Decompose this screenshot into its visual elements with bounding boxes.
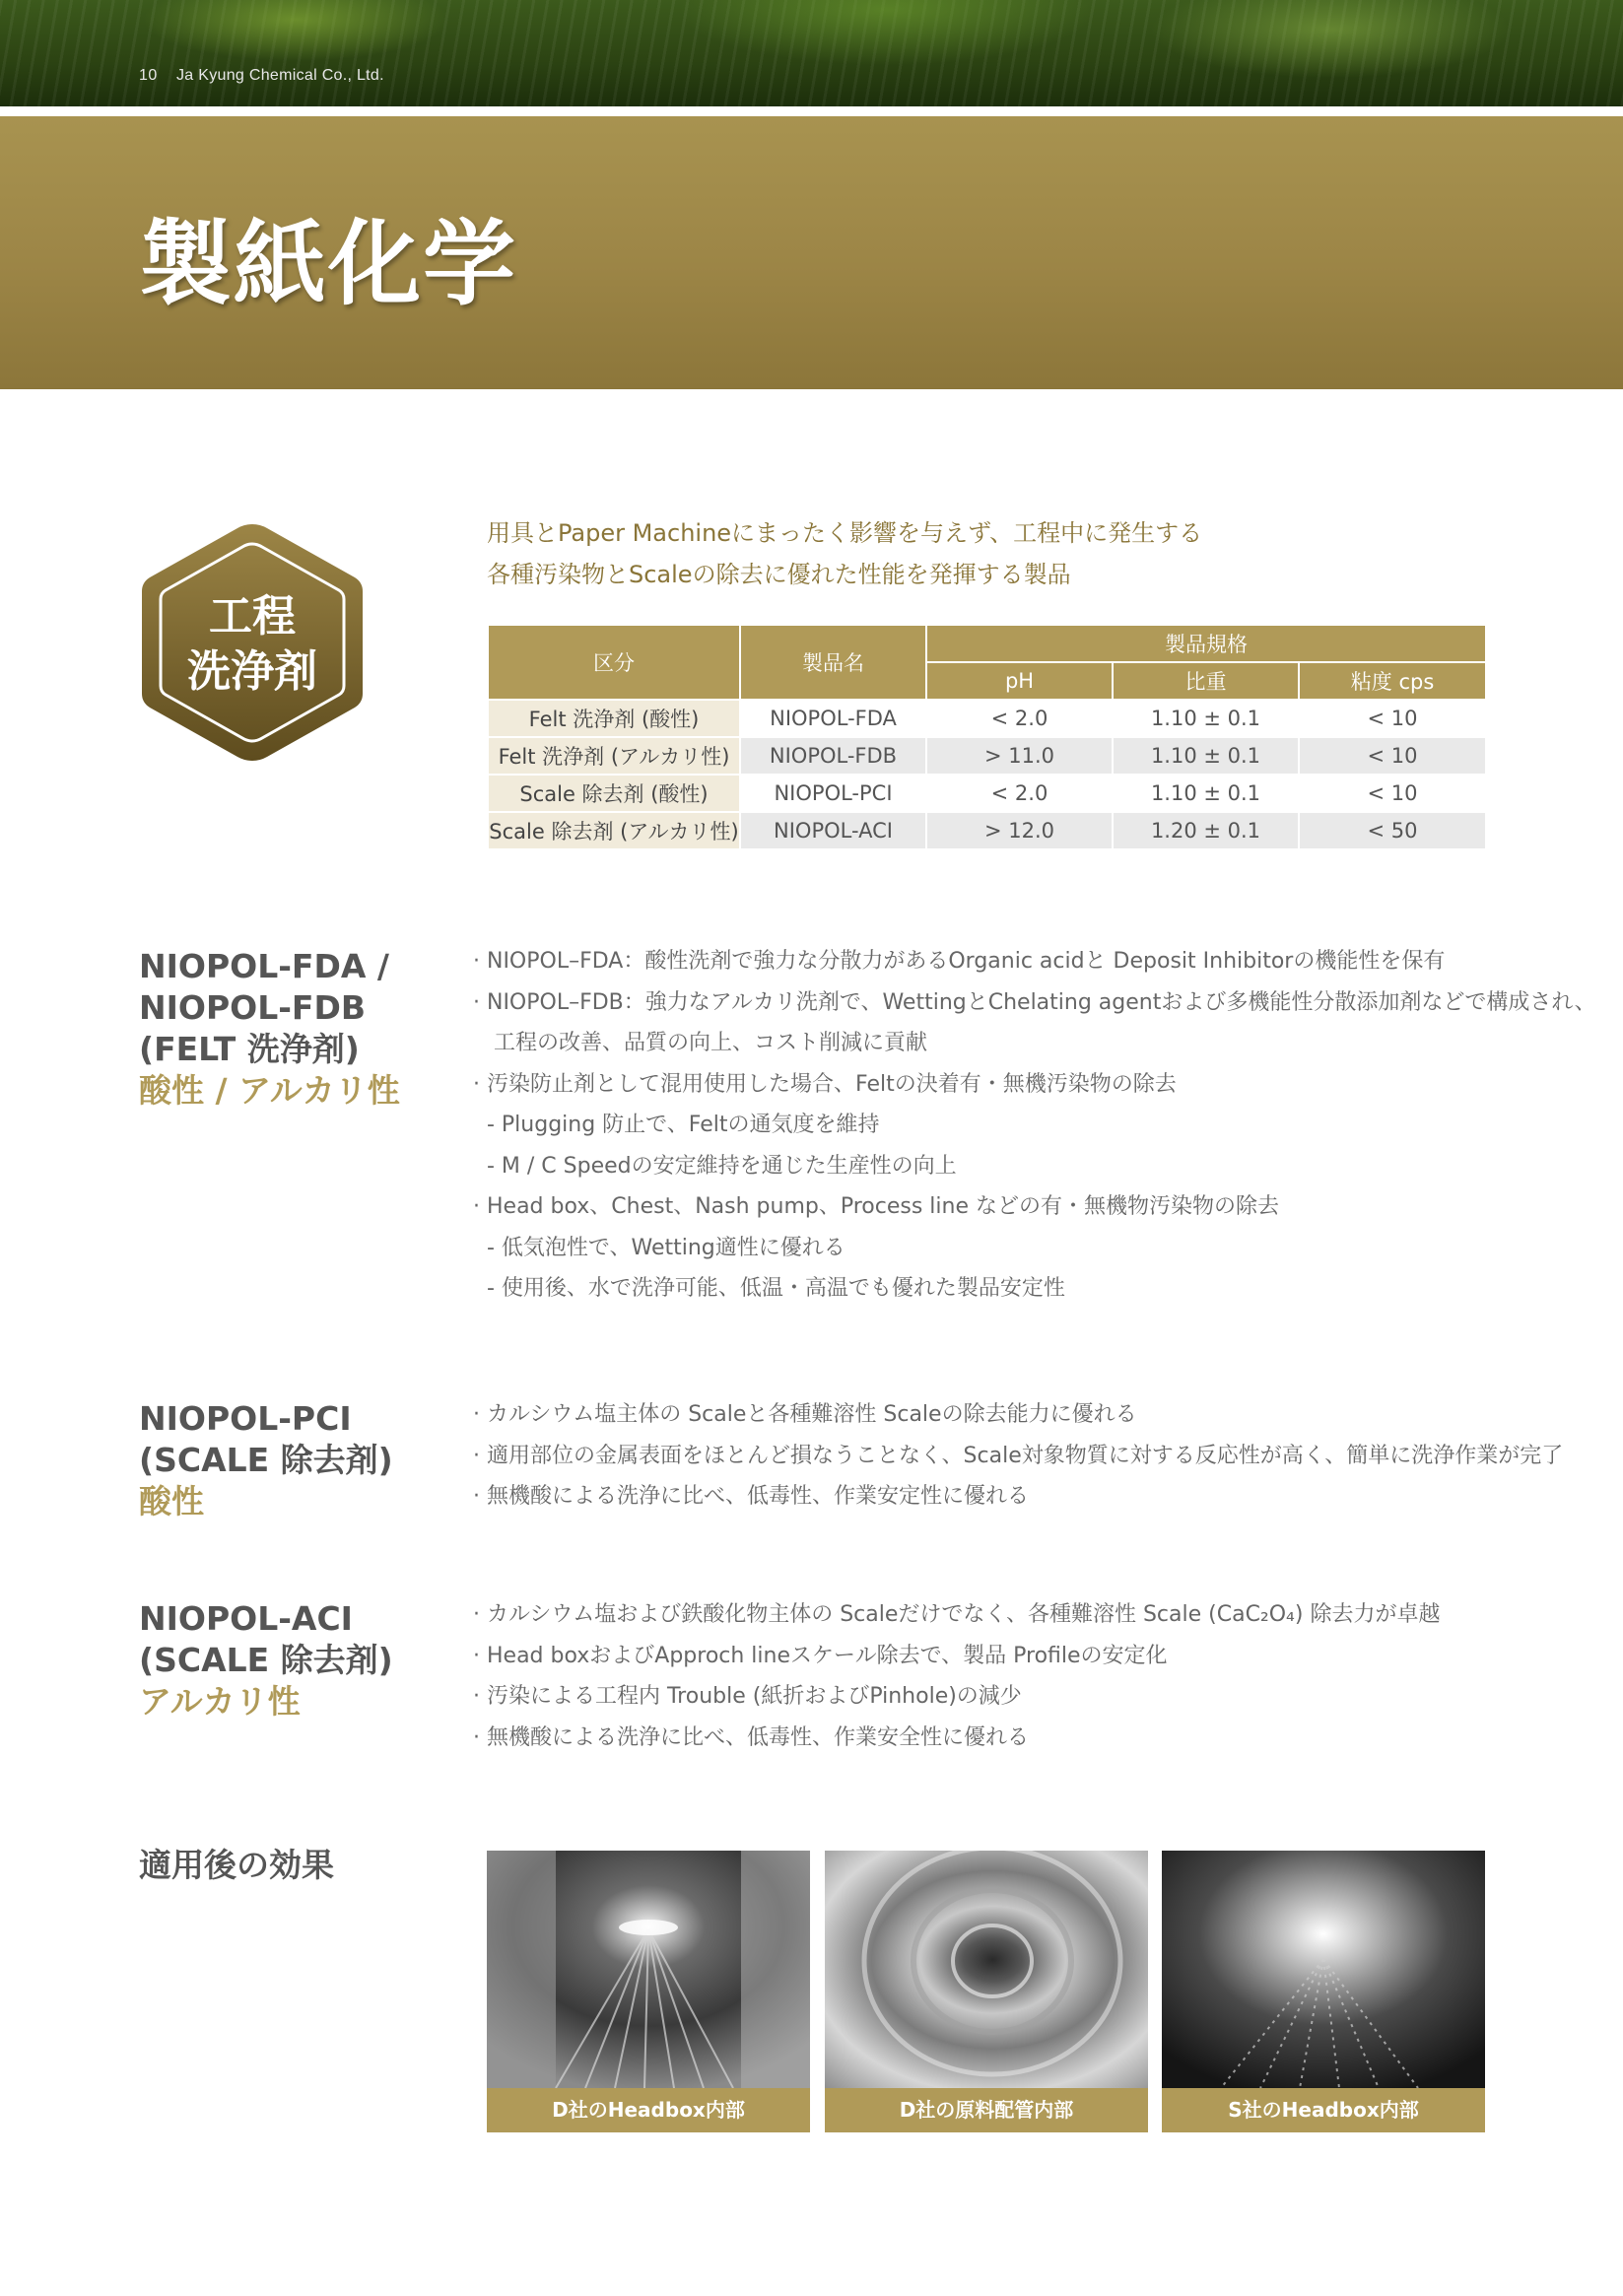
table-row bbox=[488, 700, 1486, 737]
cell-product: NIOPOL-PCI bbox=[740, 775, 926, 812]
bullet-item: · カルシウム塩主体の Scaleと各種難溶性 Scaleの除去能力に優れる bbox=[473, 1402, 1137, 1427]
headbox-photo bbox=[487, 1851, 810, 2088]
photo-card bbox=[1162, 1851, 1485, 2132]
bullet-item: · NIOPOL–FDB：強力なアルカリ洗剤で、WettingとChelating agentおよび多機能性分散添加剤などで構成され、 bbox=[473, 989, 1596, 1015]
effect-title: 適用後の効果 bbox=[139, 1846, 334, 1884]
bullet-list-aci bbox=[473, 1594, 1596, 1758]
section-title-line: NIOPOL-FDB bbox=[139, 988, 367, 1027]
section-title-line: (SCALE 除去剤) bbox=[139, 1441, 393, 1479]
badge-line-1: 工程 bbox=[209, 591, 296, 642]
photo-caption: S社のHeadbox内部 bbox=[1162, 2088, 1485, 2132]
cell-product: NIOPOL-FDB bbox=[740, 737, 926, 775]
section-title-line: NIOPOL-FDA / bbox=[139, 947, 389, 985]
header-category: 区分 bbox=[488, 625, 740, 700]
company-name: Ja Kyung Chemical Co., Ltd. bbox=[176, 67, 384, 84]
header-spec: 製品規格 bbox=[926, 625, 1486, 662]
intro-line-2: 各種汚染物とScaleの除去に優れた性能を発揮する製品 bbox=[487, 561, 1071, 588]
cell-gravity: 1.10 ± 0.1 bbox=[1113, 700, 1299, 737]
spec-table bbox=[487, 624, 1487, 850]
photo-card bbox=[825, 1851, 1148, 2132]
cell-ph: > 12.0 bbox=[926, 812, 1113, 849]
header-ph: pH bbox=[926, 662, 1113, 700]
section-title-line: (SCALE 除去剤) bbox=[139, 1641, 393, 1679]
cell-viscosity: < 10 bbox=[1299, 700, 1486, 737]
bullet-item: · 汚染による工程内 Trouble (紙折およびPinhole)の減少 bbox=[473, 1684, 1022, 1709]
intro-line-1: 用具とPaper Machineにまったく影響を与えず、工程中に発生する bbox=[487, 519, 1203, 547]
section-subtitle: アルカリ性 bbox=[139, 1682, 301, 1721]
bullet-item: · 汚染防止剤として混用使用した場合、Feltの決着有・無機汚染物の除去 bbox=[473, 1071, 1177, 1097]
bullet-item: - M / C Speedの安定維持を通じた生産性の向上 bbox=[473, 1153, 957, 1179]
cell-gravity: 1.10 ± 0.1 bbox=[1113, 737, 1299, 775]
cell-ph: < 2.0 bbox=[926, 775, 1113, 812]
section-title-line: (FELT 洗浄剤) bbox=[139, 1030, 360, 1068]
cell-category: Felt 洗浄剤 (酸性) bbox=[488, 700, 740, 737]
bullet-list-pci bbox=[473, 1394, 1596, 1518]
badge-label bbox=[138, 589, 367, 700]
photo-caption: D社の原料配管内部 bbox=[825, 2088, 1148, 2132]
headbox-photo bbox=[1162, 1851, 1485, 2088]
bullet-item: · カルシウム塩および鉄酸化物主体の Scaleだけでなく、各種難溶性 Scale (CaC₂O₄) 除去力が卓越 bbox=[473, 1602, 1441, 1627]
pipe-photo bbox=[825, 1851, 1148, 2088]
page-title: 製紙化学 bbox=[139, 211, 518, 318]
cell-category: Scale 除去剤 (アルカリ性) bbox=[488, 812, 740, 849]
section-subtitle: 酸性 bbox=[139, 1482, 204, 1520]
bullet-item: - Plugging 防止で、Feltの通気度を維持 bbox=[473, 1113, 880, 1137]
table-row bbox=[488, 737, 1486, 775]
cell-ph: < 2.0 bbox=[926, 700, 1113, 737]
bullet-item: - 使用後、水で洗浄可能、低温・高温でも優れた製品安定性 bbox=[473, 1276, 1065, 1301]
cell-viscosity: < 10 bbox=[1299, 737, 1486, 775]
header-gravity: 比重 bbox=[1113, 662, 1299, 700]
bullet-item: · 適用部位の金属表面をほとんど損なうことなく、Scale対象物質に対する反応性が高く、簡単に洗浄作業が完了 bbox=[473, 1443, 1564, 1468]
badge-line-2: 洗浄剤 bbox=[187, 646, 317, 697]
section-title-line: NIOPOL-PCI bbox=[139, 1399, 352, 1438]
cell-viscosity: < 10 bbox=[1299, 775, 1486, 812]
cell-gravity: 1.10 ± 0.1 bbox=[1113, 775, 1299, 812]
category-badge bbox=[138, 520, 367, 765]
bullet-item: · 無機酸による洗浄に比べ、低毒性、作業安全性に優れる bbox=[473, 1724, 1029, 1750]
section-title-fda bbox=[139, 946, 400, 1112]
photo-card bbox=[487, 1851, 810, 2132]
cell-viscosity: < 50 bbox=[1299, 812, 1486, 849]
cell-category: Felt 洗浄剤 (アルカリ性) bbox=[488, 737, 740, 775]
section-subtitle: 酸性 / アルカリ性 bbox=[139, 1071, 400, 1110]
cell-ph: > 11.0 bbox=[926, 737, 1113, 775]
bullet-item: · NIOPOL–FDA：酸性洗剤で強力な分散力があるOrganic acidと Deposit Inhibitorの機能性を保有 bbox=[473, 949, 1446, 974]
header-banner bbox=[0, 0, 1623, 106]
bullet-item: · Head box、Chest、Nash pump、Process line などの有・無機物汚染物の除去 bbox=[473, 1194, 1279, 1219]
intro-text bbox=[487, 512, 1472, 595]
cell-category: Scale 除去剤 (酸性) bbox=[488, 775, 740, 812]
table-row bbox=[488, 812, 1486, 849]
section-title-pci bbox=[139, 1398, 393, 1522]
cell-gravity: 1.20 ± 0.1 bbox=[1113, 812, 1299, 849]
section-title-line: NIOPOL-ACI bbox=[139, 1599, 353, 1638]
bullet-list-fda bbox=[473, 941, 1596, 1310]
title-band bbox=[0, 116, 1623, 389]
bullet-item: · Head boxおよびApproch lineスケール除去で、製品 Profileの安定化 bbox=[473, 1643, 1168, 1668]
bullet-item: - 低気泡性で、Wetting適性に優れる bbox=[473, 1235, 845, 1260]
photo-caption: D社のHeadbox内部 bbox=[487, 2088, 810, 2132]
header-product: 製品名 bbox=[740, 625, 926, 700]
cell-product: NIOPOL-FDA bbox=[740, 700, 926, 737]
page-number: 10 bbox=[139, 67, 158, 84]
cell-product: NIOPOL-ACI bbox=[740, 812, 926, 849]
bullet-item: 工程の改善、品質の向上、コスト削減に貢献 bbox=[473, 1031, 927, 1055]
section-title-aci bbox=[139, 1598, 393, 1722]
header-viscosity: 粘度 cps bbox=[1299, 662, 1486, 700]
bullet-item: · 無機酸による洗浄に比べ、低毒性、作業安定性に優れる bbox=[473, 1484, 1029, 1509]
table-row bbox=[488, 775, 1486, 812]
